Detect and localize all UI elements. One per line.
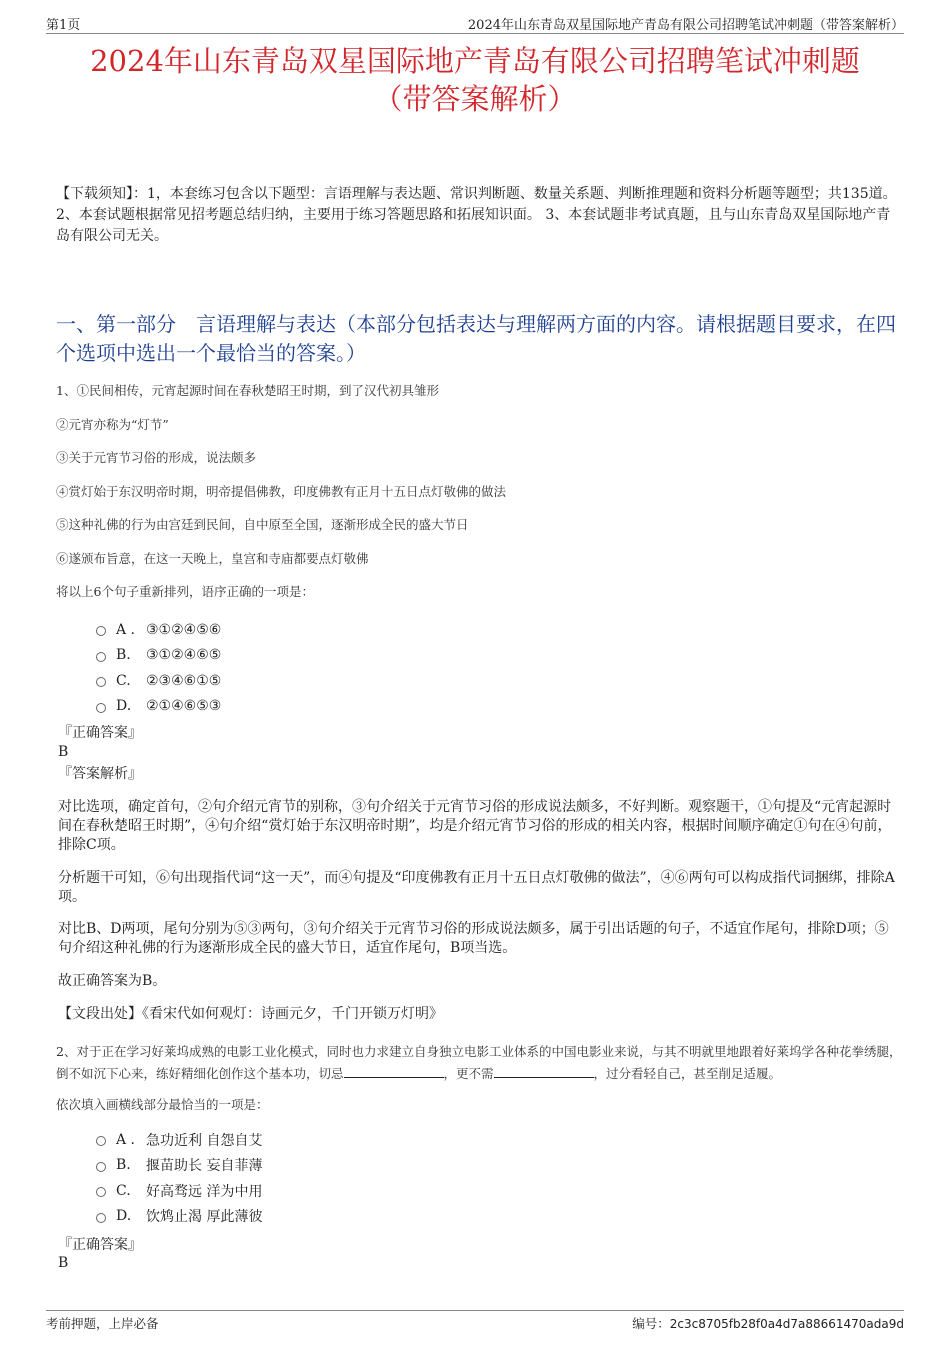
- header-doc-title: 2024年山东青岛双星国际地产青岛有限公司招聘笔试冲刺题（带答案解析）: [467, 18, 904, 33]
- section-heading: 一、第一部分 言语理解与表达（本部分包括表达与理解两方面的内容。请根据题目要求，在四个选项中选出一个最恰当的答案。）: [56, 312, 896, 365]
- page-number: 第1页: [46, 18, 81, 33]
- option-letter: D.: [116, 698, 132, 715]
- q1-option-a[interactable]: [96, 617, 221, 643]
- option-text: ③①②④⑥⑤: [146, 647, 222, 664]
- q1-option-b[interactable]: [96, 643, 221, 669]
- q1-analysis-label: 『答案解析』: [58, 766, 142, 782]
- q1-analysis-1: 对比选项，确定首句，②句介绍元宵节的别称，③句介绍关于元宵节习俗的形成说法颇多，不好判断。观察题干，①句提及“元宵起源时间在春秋楚昭王时期”，④句介绍“赏灯始于东汉明帝时期”，均是介绍元宵节习俗的形成的相关内容，根据时间顺序确定①句在④句前，排除C项。: [58, 799, 892, 853]
- option-text: 好高骛远 洋为中用: [146, 1183, 263, 1200]
- q1-sentence-4: ④赏灯始于东汉明帝时期，明帝提倡佛教，印度佛教有正月十五日点灯敬佛的做法: [56, 484, 507, 499]
- q2-blank-2[interactable]: [494, 1065, 594, 1078]
- q1-options: [96, 617, 221, 719]
- q2-option-d[interactable]: [96, 1204, 262, 1230]
- q1-prompt: 将以上6个句子重新排列，语序正确的一项是：: [56, 584, 314, 599]
- option-letter: D.: [116, 1208, 132, 1225]
- radio-icon[interactable]: [96, 652, 106, 662]
- q1-option-d[interactable]: [96, 694, 221, 720]
- q1-answer-label: 『正确答案』: [58, 725, 142, 741]
- q1-analysis-2: 分析题干可知，⑥句出现指代词“这一天”，而④句提及“印度佛教有正月十五日点灯敬佛的做法”，④⑥两句可以构成指代词捆绑，排除A项。: [58, 870, 895, 905]
- q1-sentence-1: 1、①民间相传，元宵起源时间在春秋楚昭王时期，到了汉代初具雏形: [56, 383, 439, 398]
- footer-slogan: 考前押题，上岸必备: [46, 1316, 159, 1331]
- option-letter: A .: [116, 621, 136, 638]
- q2-prompt: 依次填入画横线部分最恰当的一项是：: [56, 1097, 269, 1112]
- radio-icon[interactable]: [96, 1187, 106, 1197]
- option-text: 急功近利 自怨自艾: [146, 1132, 263, 1149]
- option-letter: A .: [116, 1131, 136, 1148]
- footer-code-label: 编号：: [632, 1316, 670, 1331]
- option-text: ②③④⑥①⑤: [146, 672, 222, 689]
- q1-sentence-6: ⑥遂颁布旨意，在这一天晚上，皇宫和寺庙都要点灯敬佛: [56, 551, 369, 566]
- q1-analysis-3: 对比B、D两项，尾句分别为⑤③两句，③句介绍关于元宵节习俗的形成说法颇多，属于引出话题的句子，不适宜作尾句，排除D项；⑤句介绍这种礼佛的行为逐渐形成全民的盛大节日，适宜作尾句，B项当选。: [58, 921, 889, 956]
- q1-sentence-2: ②元宵亦称为“灯节”: [56, 417, 169, 432]
- q2-stem-part-3: ，过分看轻自己，甚至削足适履。: [593, 1066, 782, 1081]
- option-text: ③①②④⑤⑥: [146, 621, 222, 638]
- header-divider: [46, 33, 904, 34]
- q2-stem-part-1: 2、对于正在学习好莱坞成熟的电影工业化模式，同时也力求建立自身独立电影工业体系的中国电影业来说，与其不明就里地跟着好莱坞学各种花拳绣腿，倒不如沉下心来，练好精细化创作这个基本功，切忌: [56, 1044, 902, 1081]
- q1-sentence-3: ③关于元宵节习俗的形成，说法颇多: [56, 450, 257, 465]
- q1-option-c[interactable]: [96, 668, 221, 694]
- option-letter: C.: [116, 672, 131, 689]
- q2-options: [96, 1127, 262, 1229]
- q2-answer-label: 『正确答案』: [58, 1237, 142, 1253]
- title-line-2: （带答案解析）: [373, 82, 577, 116]
- title-line-1: 2024年山东青岛双星国际地产青岛有限公司招聘笔试冲刺题: [90, 44, 860, 78]
- q1-source: 【文段出处】《看宋代如何观灯：诗画元夕，千门开锁万灯明》: [58, 1006, 443, 1022]
- q2-stem-part-2: ，更不需: [443, 1066, 494, 1081]
- q1-sentence-5: ⑤这种礼佛的行为由宫廷到民间，自中原至全国，逐渐形成全民的盛大节日: [56, 517, 469, 532]
- radio-icon[interactable]: [96, 703, 106, 713]
- q2-option-a[interactable]: [96, 1127, 262, 1153]
- q2-blank-1[interactable]: [344, 1065, 444, 1078]
- radio-icon[interactable]: [96, 1213, 106, 1223]
- option-text: 饮鸩止渴 厚此薄彼: [146, 1209, 263, 1226]
- q2-stem: [56, 1041, 906, 1085]
- q2-option-c[interactable]: [96, 1178, 262, 1204]
- q2-answer: B: [58, 1255, 69, 1271]
- q2-option-b[interactable]: [96, 1153, 262, 1179]
- q1-analysis-4: 故正确答案为B。: [58, 973, 167, 989]
- option-text: 揠苗助长 妄自菲薄: [146, 1158, 263, 1175]
- option-letter: C.: [116, 1182, 131, 1199]
- radio-icon[interactable]: [96, 626, 106, 636]
- download-notice: 【下载须知】：1，本套练习包含以下题型：言语理解与表达题、常识判断题、数量关系题、判断推理题和资料分析题等题型；共135道。 2、本套试题根据常见招考题总结归纳，主要用于练习答题思路和拓展知识面。 3、本套试题非考试真题，且与山东青岛双星国际地产青岛有限公司无关。: [56, 186, 897, 244]
- footer-code: [632, 1314, 904, 1332]
- radio-icon[interactable]: [96, 1136, 106, 1146]
- footer-divider: [46, 1310, 904, 1311]
- option-letter: B.: [116, 647, 131, 664]
- footer-code-value: 2c3c8705fb28f0a4d7a88661470ada9d: [669, 1317, 904, 1331]
- radio-icon[interactable]: [96, 677, 106, 687]
- q1-answer: B: [58, 744, 69, 760]
- page-title: [40, 42, 910, 118]
- option-letter: B.: [116, 1157, 131, 1174]
- radio-icon[interactable]: [96, 1162, 106, 1172]
- option-text: ②①④⑥⑤③: [146, 698, 222, 715]
